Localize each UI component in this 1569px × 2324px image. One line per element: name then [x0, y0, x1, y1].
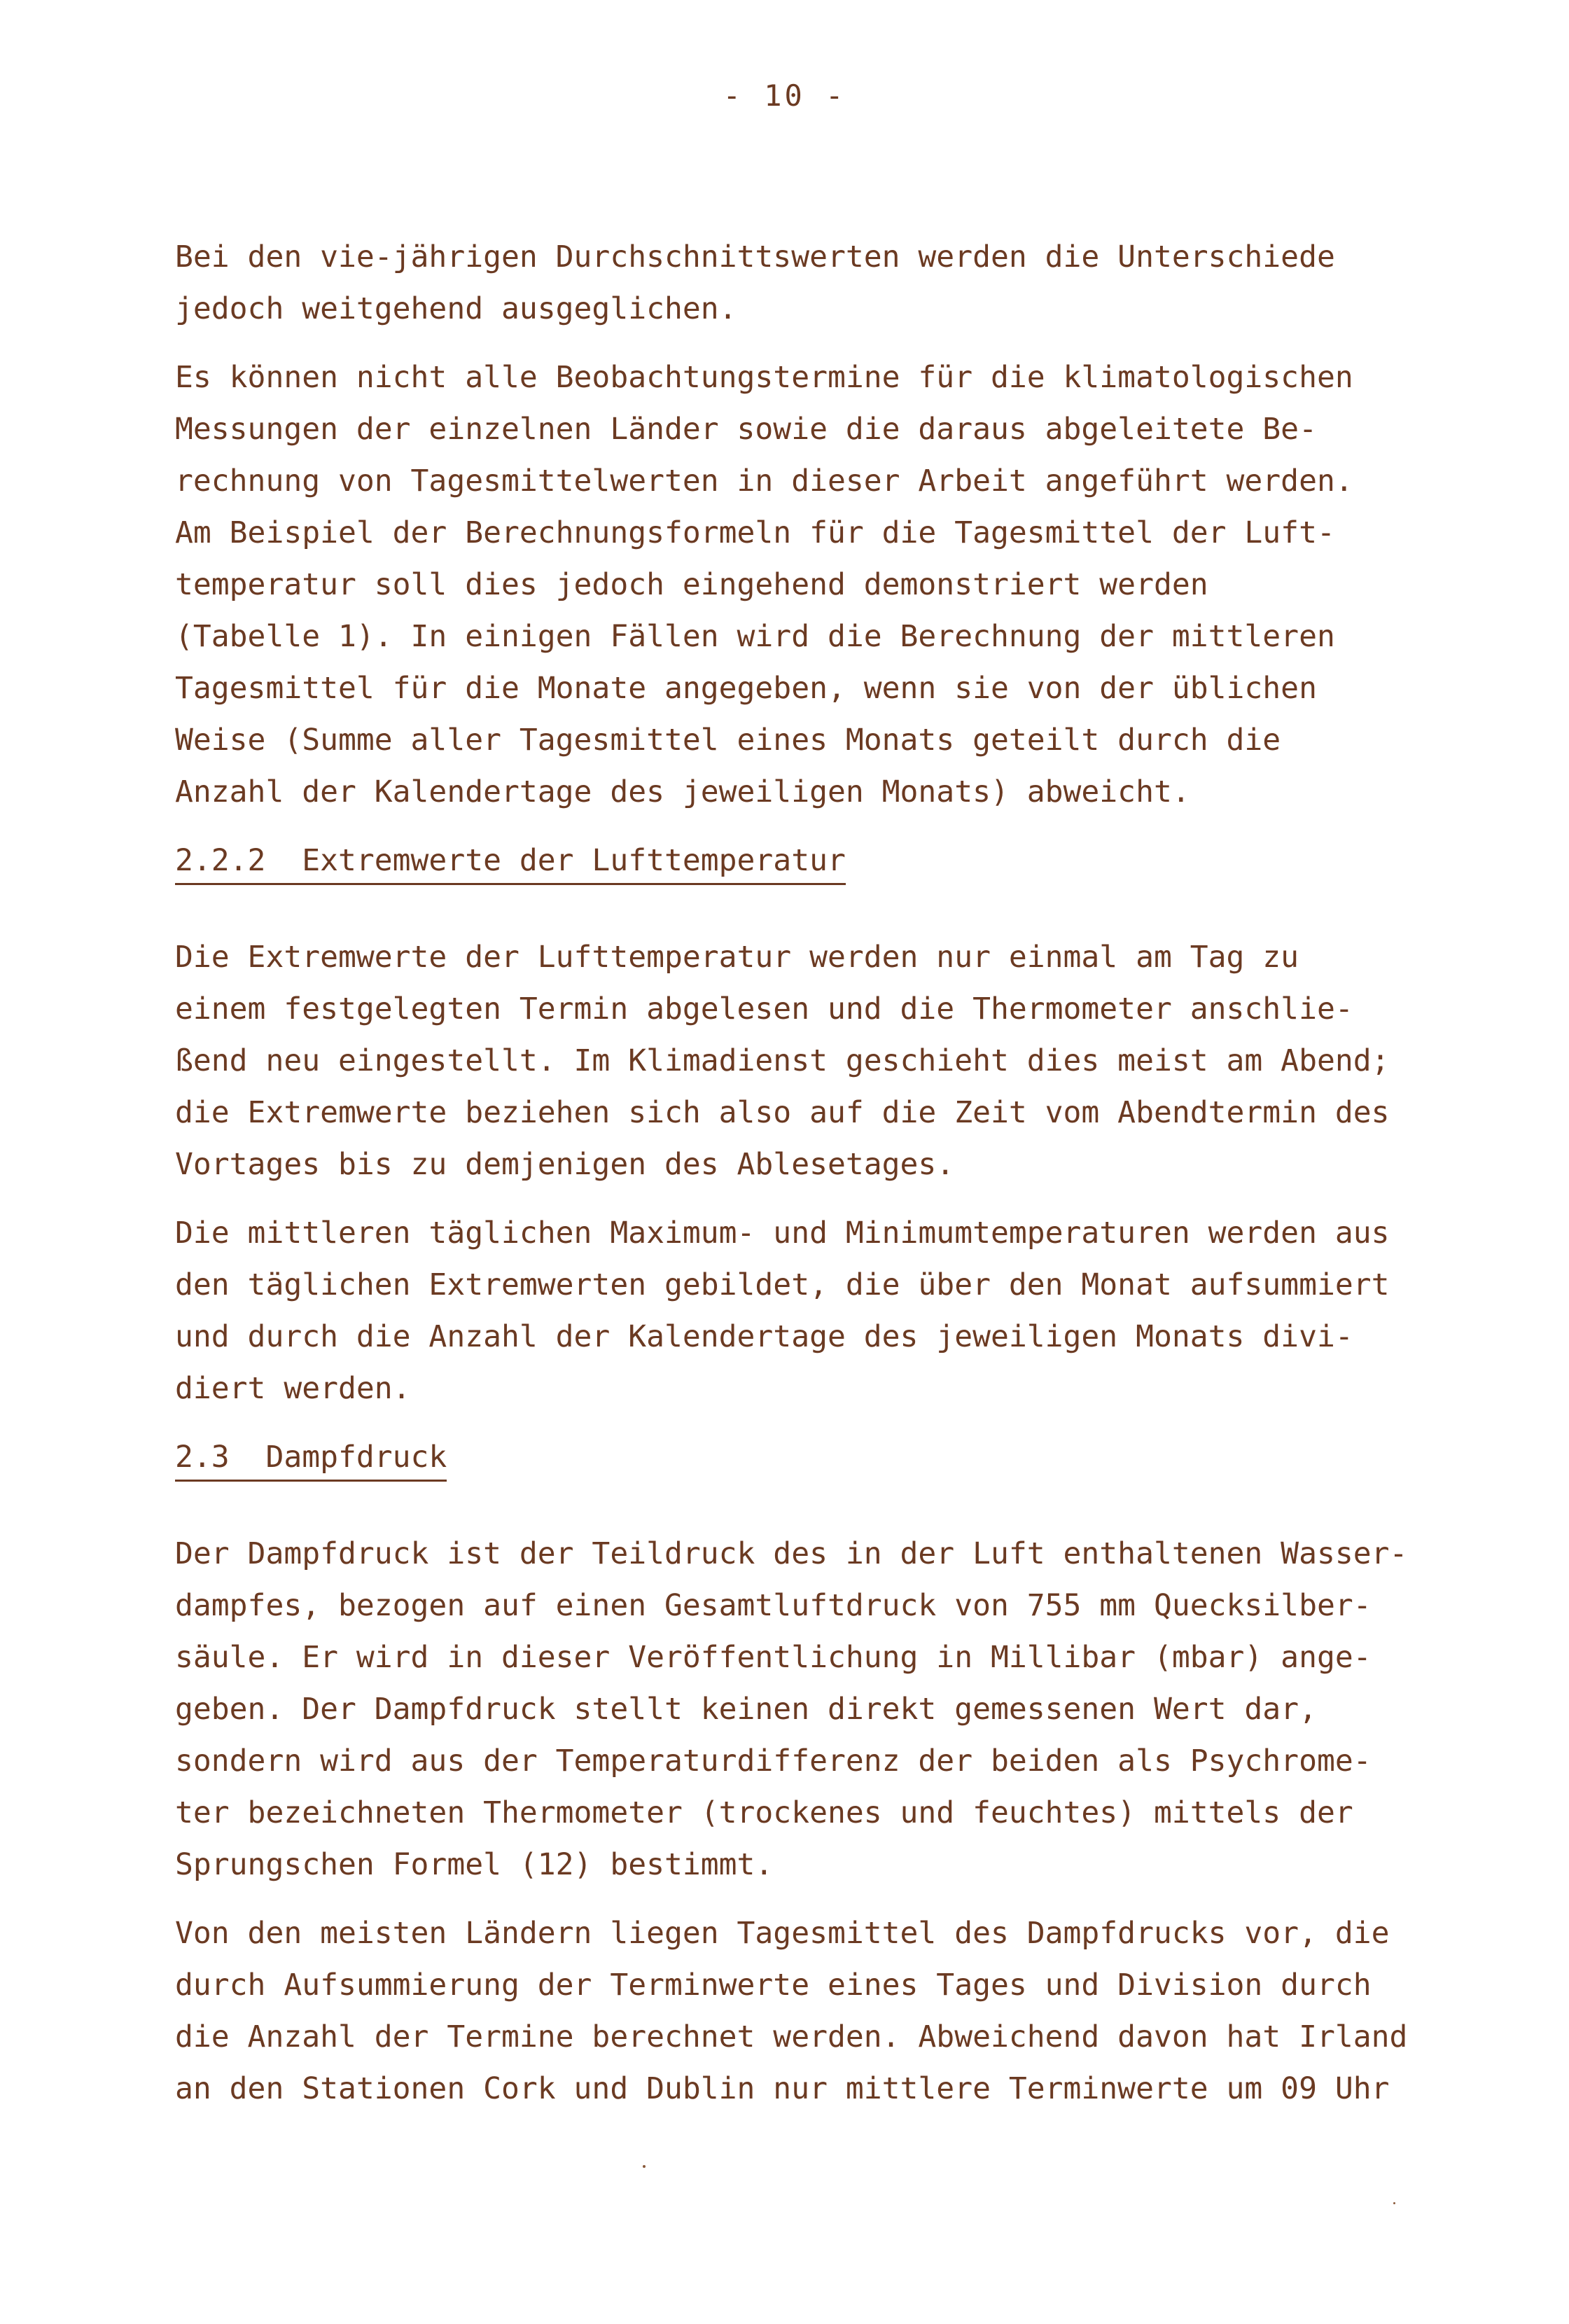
paragraph — [175, 1528, 1505, 1891]
text-line: Der Dampfdruck ist der Teildruck des in der Luft enthaltenen Wasser- — [175, 1536, 1408, 1571]
text-line: Die mittleren täglichen Maximum- und Minimumtemperaturen werden aus — [175, 1216, 1390, 1251]
text-line: sondern wird aus der Temperaturdifferenz der beiden als Psychrome- — [175, 1744, 1372, 1779]
text-line: ter bezeichneten Thermometer (trockenes und feuchtes) mittels der — [175, 1795, 1353, 1830]
text-line: einem festgelegten Termin abgelesen und die Thermometer anschlie- — [175, 991, 1353, 1027]
text-line: diert werden. — [175, 1371, 411, 1406]
text-line: jedoch weitgehend ausgeglichen. — [175, 291, 737, 326]
text-line: Die Extremwerte der Lufttemperatur werden nur einmal am Tag zu — [175, 940, 1299, 975]
document-body — [175, 231, 1505, 2131]
scan-speck — [643, 2165, 646, 2168]
section-heading: 2.2.2 Extremwerte der Lufttemperatur — [175, 840, 846, 885]
text-line: Weise (Summe aller Tagesmittel eines Monats geteilt durch die — [175, 723, 1281, 758]
page-number: - 10 - — [723, 78, 846, 113]
text-line: temperatur soll dies jedoch eingehend demonstriert werden — [175, 567, 1208, 602]
text-line: Anzahl der Kalendertage des jeweiligen Monats) abweicht. — [175, 774, 1190, 809]
text-line: ßend neu eingestellt. Im Klimadienst geschieht dies meist am Abend; — [175, 1043, 1390, 1078]
text-line: Am Beispiel der Berechnungsformeln für die Tagesmittel der Luft- — [175, 515, 1335, 550]
paragraph — [175, 1907, 1505, 2115]
text-line: Vortages bis zu demjenigen des Ablesetages. — [175, 1147, 955, 1182]
text-line: geben. Der Dampfdruck stellt keinen direkt gemessenen Wert dar, — [175, 1692, 1317, 1727]
text-line: (Tabelle 1). In einigen Fällen wird die Berechnung der mittleren — [175, 619, 1335, 654]
paragraph — [175, 352, 1505, 818]
text-line: Von den meisten Ländern liegen Tagesmittel des Dampfdrucks vor, die — [175, 1916, 1390, 1951]
text-line: säule. Er wird in dieser Veröffentlichung in Millibar (mbar) ange- — [175, 1640, 1372, 1675]
text-line: Tagesmittel für die Monate angegeben, wenn sie von der üblichen — [175, 671, 1317, 706]
paragraph — [175, 1207, 1505, 1414]
text-line: an den Stationen Cork und Dublin nur mittlere Terminwerte um 09 Uhr — [175, 2071, 1390, 2106]
text-line: die Anzahl der Termine berechnet werden. Abweichend davon hat Irland — [175, 2019, 1408, 2054]
text-line: und durch die Anzahl der Kalendertage des jeweiligen Monats divi- — [175, 1319, 1353, 1354]
text-line: Sprungschen Formel (12) bestimmt. — [175, 1847, 774, 1882]
text-line: dampfes, bezogen auf einen Gesamtluftdruck von 755 mm Quecksilber- — [175, 1588, 1372, 1623]
text-line: den täglichen Extremwerten gebildet, die über den Monat aufsummiert — [175, 1267, 1390, 1302]
text-line: rechnung von Tagesmittelwerten in dieser Arbeit angeführt werden. — [175, 464, 1353, 499]
text-line: durch Aufsummierung der Terminwerte eines Tages und Division durch — [175, 1968, 1372, 2003]
section-heading-wrap — [175, 835, 1505, 886]
section-heading: 2.3 Dampfdruck — [175, 1436, 447, 1482]
text-line: Messungen der einzelnen Länder sowie die daraus abgeleitete Be- — [175, 412, 1317, 447]
section-heading-wrap — [175, 1431, 1505, 1483]
scan-speck — [1393, 2202, 1395, 2204]
text-line: Es können nicht alle Beobachtungstermine für die klimatologischen — [175, 360, 1353, 395]
text-line: Bei den vie‐jährigen Durchschnittswerten werden die Unterschiede — [175, 239, 1335, 274]
paragraph — [175, 231, 1505, 335]
paragraph — [175, 931, 1505, 1190]
text-line: die Extremwerte beziehen sich also auf die Zeit vom Abendtermin des — [175, 1095, 1390, 1130]
